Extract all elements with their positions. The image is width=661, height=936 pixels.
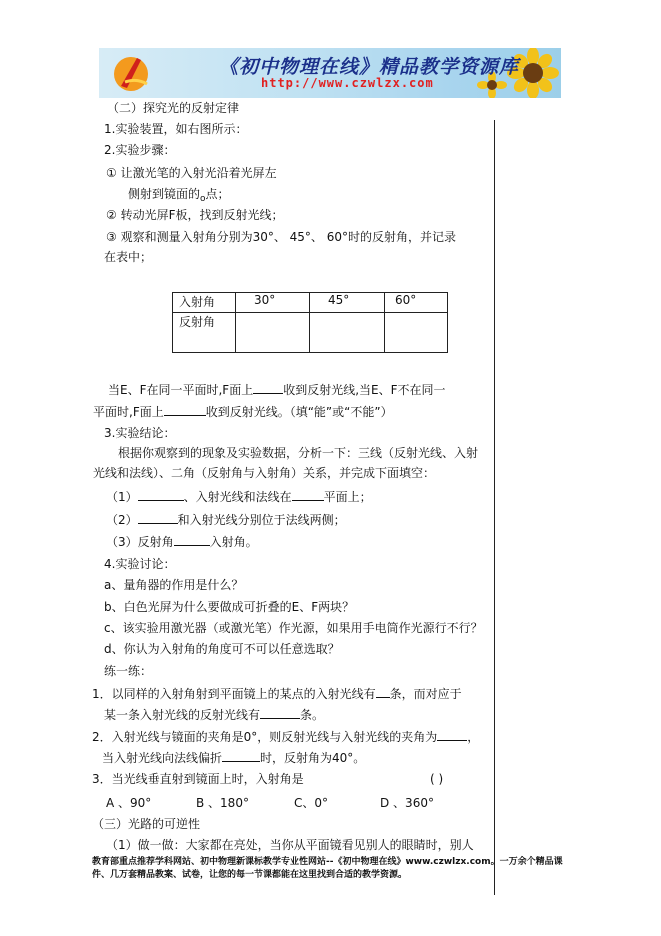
right-margin-line (494, 120, 495, 895)
angle-table (172, 292, 448, 353)
step-2-procedure: 2.实验步骤： (104, 143, 176, 157)
footer-line2: 件、几万套精品教案、试卷，让您的每一节课都能在这里找到合适的教学资源。 (92, 870, 408, 880)
banner-title: 《初中物理在线》精品教学资源库 (219, 56, 520, 78)
discussion-c: c、该实验用激光器（或激光笔）作光源，如果用手电筒作光源行不行？ (104, 621, 483, 635)
practice-q3-answer-paren: ( ) (430, 772, 444, 786)
q3-option-b: B 、180° (196, 796, 249, 810)
discussion-a: a、量角器的作用是什么？ (104, 578, 244, 592)
table-row-label-incident: 入射角 (173, 293, 236, 313)
conclusion-item1: （1） 、入射光线和法线在 平面上； (106, 490, 372, 504)
table-cell-blank (310, 313, 385, 353)
section2-heading: （二）探究光的反射定律 (107, 101, 240, 115)
procedure-step1-line1: ① 让激光笔的入射光沿着光屏左 (106, 166, 277, 180)
conclusion-intro-line1: 根据你观察到的现象及实验数据，分析一下：三线（反射光线、入射 (118, 446, 479, 460)
logo-icon (107, 52, 155, 94)
practice-q2-line1: 2．入射光线与镜面的夹角是0°，则反射光线与入射光线的夹角为 ， (92, 730, 480, 744)
table-cell-blank (385, 313, 448, 353)
step-1-device: 1.实验装置，如右图所示： (104, 122, 248, 136)
step-3-conclusion: 3.实验结论： (104, 426, 176, 440)
discussion-d: d、你认为入射角的角度可不可以任意选取？ (104, 642, 340, 656)
header-banner (99, 48, 561, 98)
practice-q2-line2: 当入射光线向法线偏折 时，反射角为40°。 (102, 751, 366, 765)
table-cell-blank (236, 313, 310, 353)
footer-line1: 教育部重点推荐学科网站、初中物理新课标教学专业性网站--《初中物理在线》www.czwlzx.com。一万余个精品课 (92, 857, 563, 867)
table-cell-angle-30: 30° (236, 293, 310, 313)
q3-option-d: D 、360° (380, 796, 434, 810)
table-cell-angle-60: 60° (385, 293, 448, 313)
practice-q3: 3．当光线垂直射到镜面上时，入射角是 (92, 772, 304, 786)
observation-line1: 当E、F在同一平面时,F面上 收到反射光线,当E、F不在同一 (108, 383, 446, 397)
section3-heading: （三）光路的可逆性 (92, 817, 201, 831)
q3-option-c: C、0° (294, 796, 329, 810)
procedure-step3-line1: ③ 观察和测量入射角分别为30°、 45°、 60°时的反射角，并记录 (106, 230, 457, 244)
practice-heading: 练一练： (104, 664, 153, 678)
conclusion-item3: （3）反射角 入射角。 (106, 535, 258, 549)
q3-option-a: A 、90° (106, 796, 152, 810)
observation-line2: 平面时,F面上 收到反射光线。（填“能”或“不能”） (93, 405, 393, 419)
practice-q1-line2: 某一条入射光线的反射光线有 条。 (104, 708, 325, 722)
procedure-step1-line2: 侧射到镜面的$_o$点； (128, 187, 230, 204)
discussion-b: b、白色光屏为什么要做成可折叠的E、F两块？ (104, 600, 355, 614)
table-cell-angle-45: 45° (310, 293, 385, 313)
table-row-label-reflection: 反射角 (173, 313, 236, 353)
procedure-step2: ② 转动光屏F板，找到反射光线； (106, 208, 284, 222)
section3-paragraph: （1）做一做：大家都在亮处，当你从平面镜看见别人的眼睛时，别人 (106, 838, 474, 852)
practice-q1-line1: 1．以同样的入射角射到平面镜上的某点的入射光线有 条，而对应于 (92, 687, 462, 701)
conclusion-item2: （2） 和入射光线分别位于法线两侧； (106, 513, 346, 527)
banner-url[interactable]: http://www.czwlzx.com (261, 76, 434, 90)
step-4-discussion: 4.实验讨论： (104, 557, 176, 571)
procedure-step3-line2: 在表中； (104, 250, 153, 264)
conclusion-intro-line2: 光线和法线）、二角（反射角与入射角）关系，并完成下面填空： (93, 466, 436, 480)
